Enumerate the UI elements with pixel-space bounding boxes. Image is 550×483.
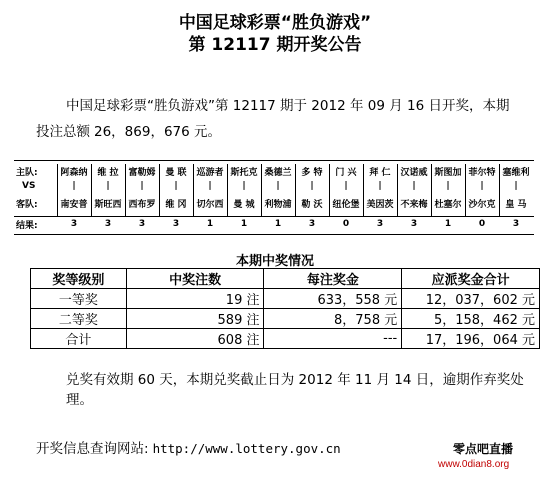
site-link[interactable]: http://www.lottery.gov.cn	[152, 441, 341, 456]
match-result: 3	[512, 219, 520, 229]
table-row	[31, 289, 540, 309]
intro-line-2	[36, 119, 536, 145]
announcement-title: 中国足球彩票“胜负游戏”	[178, 13, 372, 33]
table-row	[31, 329, 540, 349]
match-result: 1	[206, 219, 214, 229]
away-team: 维 冈	[165, 200, 187, 210]
site-label: 开奖信息查询网站:	[36, 441, 149, 457]
home-team: 多 特	[301, 168, 323, 178]
home-team: 富勒姆	[128, 168, 156, 178]
away-team: 纽伦堡	[332, 200, 360, 210]
result-label: 结果:	[16, 221, 38, 231]
vs-mark: |	[208, 181, 212, 191]
match-result: 1	[274, 219, 282, 229]
match-table	[14, 160, 534, 235]
vs-mark: |	[140, 181, 144, 191]
total-bet-value: 26，869，676 元。	[94, 124, 222, 140]
prize-each: 8，758 元	[264, 309, 402, 329]
result-divider	[14, 216, 534, 217]
home-team: 阿森纳	[60, 168, 88, 178]
away-label: 客队:	[16, 200, 38, 210]
vs-mark: |	[106, 181, 110, 191]
vs-mark: |	[72, 181, 76, 191]
prize-count: 19 注	[126, 289, 264, 309]
away-team: 南安普	[60, 200, 88, 210]
match-result: 3	[138, 219, 146, 229]
away-team: 沙尔克	[468, 200, 496, 210]
vs-mark: |	[378, 181, 382, 191]
home-team: 菲尔特	[468, 168, 496, 178]
prize-each: ---	[264, 329, 402, 349]
vs-mark: |	[412, 181, 416, 191]
prize-count: 608 注	[126, 329, 264, 349]
away-team: 曼 城	[233, 200, 255, 210]
match-result: 1	[444, 219, 452, 229]
prize-table	[30, 268, 540, 349]
match-result: 3	[308, 219, 316, 229]
away-team: 皇 马	[505, 200, 527, 210]
vs-mark: |	[310, 181, 314, 191]
match-result: 0	[478, 219, 486, 229]
match-result: 1	[240, 219, 248, 229]
watermark-url: www.0dian8.org	[438, 459, 510, 470]
match-result: 3	[104, 219, 112, 229]
away-team: 切尔西	[196, 200, 224, 210]
header-each: 每注奖金	[264, 269, 402, 289]
vs-mark: |	[276, 181, 280, 191]
announcement-subtitle: 第 12117 期开奖公告	[188, 35, 362, 55]
total-bet-label: 投注总额	[36, 124, 90, 140]
home-team: 塞维利	[502, 168, 530, 178]
home-team: 巡游者	[196, 168, 224, 178]
away-team: 杜塞尔	[434, 200, 462, 210]
prize-each: 633，558 元	[264, 289, 402, 309]
home-team: 斯图加	[434, 168, 462, 178]
prize-level: 一等奖	[31, 289, 127, 309]
home-team: 门 兴	[335, 168, 357, 178]
match-result: 3	[376, 219, 384, 229]
prize-total: 17，196，064 元	[402, 329, 540, 349]
prize-total: 12，037，602 元	[402, 289, 540, 309]
vs-mark: |	[344, 181, 348, 191]
prize-count: 589 注	[126, 309, 264, 329]
header-count: 中奖注数	[126, 269, 264, 289]
home-team: 维 拉	[97, 168, 119, 178]
intro-line-1: 中国足球彩票“胜负游戏”第 12117 期于 2012 年 09 月 16 日开奖，本期	[66, 98, 510, 114]
prize-header-row	[31, 269, 540, 289]
match-result: 3	[172, 219, 180, 229]
vs-mark: |	[480, 181, 484, 191]
away-team: 美因茨	[366, 200, 394, 210]
watermark-name: 零点吧直播	[453, 442, 514, 456]
prize-section-title: 本期中奖情况	[235, 254, 314, 269]
home-team: 曼 联	[165, 168, 187, 178]
home-team: 汉诺威	[400, 168, 428, 178]
match-result: 3	[70, 219, 78, 229]
vs-mark: |	[514, 181, 518, 191]
prize-level: 合计	[31, 329, 127, 349]
vs-mark: |	[446, 181, 450, 191]
away-team: 勒 沃	[301, 200, 323, 210]
vs-mark: |	[242, 181, 246, 191]
vs-mark: |	[174, 181, 178, 191]
header-total: 应派奖金合计	[402, 269, 540, 289]
home-label: 主队:	[16, 168, 38, 178]
prize-level: 二等奖	[31, 309, 127, 329]
vs-label: VS	[22, 181, 36, 191]
away-team: 斯旺西	[94, 200, 122, 210]
home-team: 桑德兰	[264, 168, 292, 178]
away-team: 利物浦	[264, 200, 292, 210]
redemption-notice: 兑奖有效期 60 天，本期兑奖截止日为 2012 年 11 月 14 日，逾期作弃奖处理。	[66, 372, 524, 408]
away-team: 不来梅	[400, 200, 428, 210]
match-result: 0	[342, 219, 350, 229]
match-result: 3	[410, 219, 418, 229]
home-team: 斯托克	[230, 168, 258, 178]
header-level: 奖等级别	[31, 269, 127, 289]
info-site	[36, 437, 341, 457]
away-team: 西布罗	[128, 200, 156, 210]
prize-total: 5，158，462 元	[402, 309, 540, 329]
home-team: 拜 仁	[369, 168, 391, 178]
table-row	[31, 309, 540, 329]
